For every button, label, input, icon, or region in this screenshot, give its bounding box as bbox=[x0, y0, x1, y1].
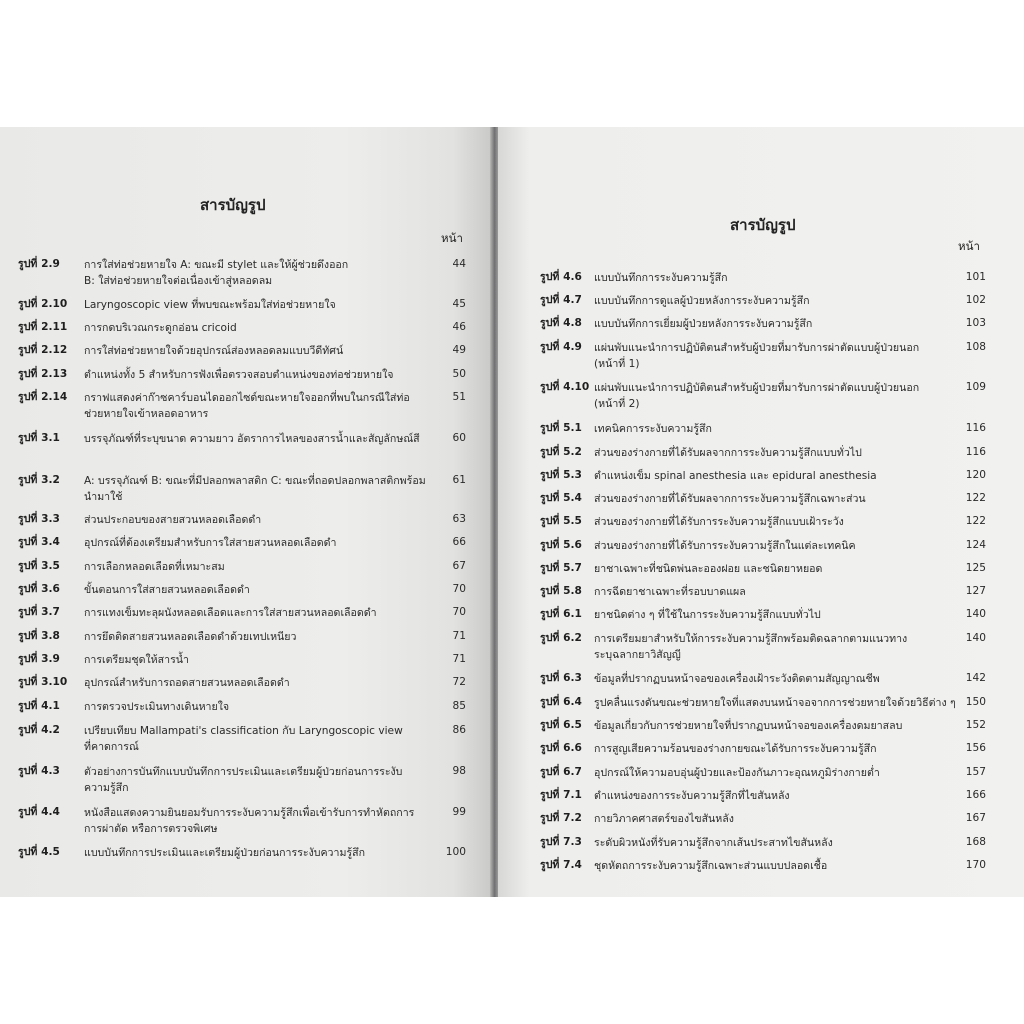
figure-page-number: 122 bbox=[965, 492, 986, 504]
figure-caption: หนังสือแสดงความยินยอมรับการระงับความรู้สึกเพื่อเข้ารับการทำหัตถการ การผ่าตัด หรือการตรวจพิเศษ bbox=[84, 807, 415, 835]
figure-page-number: 168 bbox=[965, 836, 986, 848]
figure-page-number: 71 bbox=[452, 653, 466, 665]
figure-label: รูปที่ 2.14 bbox=[18, 391, 68, 403]
figure-label: รูปที่ 6.5 bbox=[540, 719, 582, 731]
figure-caption: การฉีดยาชาเฉพาะที่รอบบาดแผล bbox=[594, 586, 746, 598]
figure-label: รูปที่ 4.1 bbox=[18, 700, 60, 712]
figure-label: รูปที่ 2.12 bbox=[18, 344, 68, 356]
figure-page-number: 116 bbox=[965, 422, 986, 434]
right-page-number-header: หน้า bbox=[958, 239, 980, 253]
figure-caption: อุปกรณ์สำหรับการถอดสายสวนหลอดเลือดดำ bbox=[84, 677, 290, 689]
figure-label: รูปที่ 4.4 bbox=[18, 806, 60, 818]
figure-caption: การยึดติดสายสวนหลอดเลือดดำด้วยเทปเหนียว bbox=[84, 631, 297, 643]
figure-label: รูปที่ 6.6 bbox=[540, 742, 582, 754]
figure-label: รูปที่ 4.6 bbox=[540, 271, 582, 283]
figure-caption: แผ่นพับแนะนำการปฏิบัติตนสำหรับผู้ป่วยที่มารับการผ่าตัดแบบผู้ป่วยนอก (หน้าที่ 1) bbox=[594, 342, 920, 370]
figure-label: รูปที่ 3.7 bbox=[18, 606, 60, 618]
figure-label: รูปที่ 5.7 bbox=[540, 562, 582, 574]
figure-label: รูปที่ 2.9 bbox=[18, 258, 60, 270]
figure-caption: การเตรียมชุดให้สารน้ำ bbox=[84, 654, 189, 666]
figure-label: รูปที่ 3.6 bbox=[18, 583, 60, 595]
figure-caption: ข้อมูลเกี่ยวกับการช่วยหายใจที่ปรากฏบนหน้าจอของเครื่องดมยาสลบ bbox=[594, 720, 903, 732]
figure-page-number: 60 bbox=[452, 432, 466, 444]
figure-page-number: 108 bbox=[965, 341, 986, 353]
figure-page-number: 140 bbox=[965, 632, 986, 644]
figure-label: รูปที่ 4.8 bbox=[540, 317, 582, 329]
figure-caption: การใส่ท่อช่วยหายใจด้วยอุปกรณ์ส่องหลอดลมแบบวีดีทัศน์ bbox=[84, 345, 344, 357]
figure-label: รูปที่ 3.9 bbox=[18, 653, 60, 665]
figure-page-number: 122 bbox=[965, 515, 986, 527]
figure-caption: แบบบันทึกการระงับความรู้สึก bbox=[594, 272, 728, 284]
figure-caption: ส่วนของร่างกายที่ได้รับการระงับความรู้สึกในแต่ละเทคนิค bbox=[594, 540, 856, 552]
figure-label: รูปที่ 5.6 bbox=[540, 539, 582, 551]
figure-caption: กราฟแสดงค่าก๊าซคาร์บอนไดออกไซด์ขณะหายใจออกที่พบในกรณีใส่ท่อ ช่วยหายใจเข้าหลอดอาหาร bbox=[84, 392, 410, 420]
figure-caption: การเตรียมยาสำหรับให้การระงับความรู้สึกพร้อมติดฉลากตามแนวทาง ระบุฉลากยาวิสัญญี bbox=[594, 633, 908, 661]
figure-label: รูปที่ 5.1 bbox=[540, 422, 582, 434]
figure-label: รูปที่ 6.2 bbox=[540, 632, 582, 644]
book-spread bbox=[0, 127, 1024, 897]
right-page bbox=[498, 127, 1024, 897]
figure-label: รูปที่ 6.1 bbox=[540, 608, 582, 620]
figure-page-number: 66 bbox=[452, 536, 466, 548]
figure-page-number: 45 bbox=[452, 298, 466, 310]
left-page-title: สารบัญรูป bbox=[200, 196, 266, 214]
figure-caption: ยาชาเฉพาะที่ชนิดพ่นละอองฝอย และชนิดยาหยอด bbox=[594, 563, 823, 575]
figure-page-number: 44 bbox=[452, 258, 466, 270]
figure-label: รูปที่ 6.3 bbox=[540, 672, 582, 684]
figure-caption: ตำแหน่งทั้ง 5 สำหรับการฟังเพื่อตรวจสอบตำแหน่งของท่อช่วยหายใจ bbox=[84, 369, 394, 381]
left-figure-list bbox=[0, 127, 492, 897]
figure-label: รูปที่ 4.3 bbox=[18, 765, 60, 777]
figure-label: รูปที่ 5.3 bbox=[540, 469, 582, 481]
figure-page-number: 72 bbox=[452, 676, 466, 688]
figure-label: รูปที่ 5.2 bbox=[540, 446, 582, 458]
figure-page-number: 124 bbox=[965, 539, 986, 551]
figure-label: รูปที่ 4.2 bbox=[18, 724, 60, 736]
figure-page-number: 170 bbox=[965, 859, 986, 871]
figure-label: รูปที่ 3.2 bbox=[18, 474, 60, 486]
figure-caption: ส่วนของร่างกายที่ได้รับการระงับความรู้สึกแบบเฝ้าระวัง bbox=[594, 516, 844, 528]
figure-page-number: 50 bbox=[452, 368, 466, 380]
figure-caption: รูปคลื่นแรงดันขณะช่วยหายใจที่แสดงบนหน้าจอจากการช่วยหายใจด้วยวิธีต่าง ๆ bbox=[594, 697, 956, 709]
figure-label: รูปที่ 3.5 bbox=[18, 560, 60, 572]
figure-caption: ชุดหัตถการระงับความรู้สึกเฉพาะส่วนแบบปลอดเชื้อ bbox=[594, 860, 828, 872]
figure-page-number: 101 bbox=[965, 271, 986, 283]
figure-label: รูปที่ 2.11 bbox=[18, 321, 68, 333]
figure-caption: แบบบันทึกการดูแลผู้ป่วยหลังการระงับความรู้สึก bbox=[594, 295, 810, 307]
figure-label: รูปที่ 7.3 bbox=[540, 836, 582, 848]
figure-label: รูปที่ 3.1 bbox=[18, 432, 60, 444]
figure-label: รูปที่ 5.8 bbox=[540, 585, 582, 597]
figure-label: รูปที่ 7.4 bbox=[540, 859, 582, 871]
figure-page-number: 152 bbox=[965, 719, 986, 731]
figure-caption: อุปกรณ์ให้ความอบอุ่นผู้ป่วยและป้องกันภาวะอุณหภูมิร่างกายต่ำ bbox=[594, 767, 880, 779]
figure-page-number: 142 bbox=[965, 672, 986, 684]
figure-caption: A: บรรจุภัณฑ์ B: ขณะที่มีปลอกพลาสติก C: ขณะที่ถอดปลอกพลาสติกพร้อม นำมาใช้ bbox=[84, 475, 426, 503]
figure-caption: ส่วนประกอบของสายสวนหลอดเลือดดำ bbox=[84, 514, 262, 526]
left-page bbox=[0, 127, 492, 897]
figure-label: รูปที่ 5.4 bbox=[540, 492, 582, 504]
figure-page-number: 99 bbox=[452, 806, 466, 818]
left-page-number-header: หน้า bbox=[441, 231, 463, 245]
figure-caption: การตรวจประเมินทางเดินหายใจ bbox=[84, 701, 230, 713]
figure-page-number: 61 bbox=[452, 474, 466, 486]
figure-caption: การแทงเข็มทะลุผนังหลอดเลือดและการใส่สายสวนหลอดเลือดดำ bbox=[84, 607, 377, 619]
figure-caption: ยาชนิดต่าง ๆ ที่ใช้ในการระงับความรู้สึกแบบทั่วไป bbox=[594, 609, 821, 621]
figure-caption: ส่วนของร่างกายที่ได้รับผลจากการระงับความรู้สึกแบบทั่วไป bbox=[594, 447, 862, 459]
figure-label: รูปที่ 3.10 bbox=[18, 676, 68, 688]
figure-label: รูปที่ 2.13 bbox=[18, 368, 68, 380]
figure-caption: การใส่ท่อช่วยหายใจ A: ขณะมี stylet และให้ผู้ช่วยดึงออก B: ใส่ท่อช่วยหายใจต่อเนื่องเข้าสู่หลอดลม bbox=[84, 259, 349, 287]
figure-page-number: 150 bbox=[965, 696, 986, 708]
figure-label: รูปที่ 6.4 bbox=[540, 696, 582, 708]
figure-caption: แบบบันทึกการประเมินและเตรียมผู้ป่วยก่อนการระงับความรู้สึก bbox=[84, 847, 366, 859]
figure-page-number: 140 bbox=[965, 608, 986, 620]
figure-label: รูปที่ 7.1 bbox=[540, 789, 582, 801]
figure-label: รูปที่ 7.2 bbox=[540, 812, 582, 824]
figure-page-number: 166 bbox=[965, 789, 986, 801]
figure-label: รูปที่ 4.10 bbox=[540, 381, 590, 393]
figure-caption: การเลือกหลอดเลือดที่เหมาะสม bbox=[84, 561, 225, 573]
figure-label: รูปที่ 6.7 bbox=[540, 766, 582, 778]
figure-page-number: 127 bbox=[965, 585, 986, 597]
figure-page-number: 103 bbox=[965, 317, 986, 329]
figure-page-number: 116 bbox=[965, 446, 986, 458]
figure-label: รูปที่ 4.7 bbox=[540, 294, 582, 306]
figure-page-number: 85 bbox=[452, 700, 466, 712]
figure-page-number: 156 bbox=[965, 742, 986, 754]
figure-page-number: 63 bbox=[452, 513, 466, 525]
figure-caption: ตัวอย่างการบันทึกแบบบันทึกการประเมินและเตรียมผู้ป่วยก่อนการระงับ ความรู้สึก bbox=[84, 766, 403, 794]
figure-caption: ส่วนของร่างกายที่ได้รับผลจากการระงับความรู้สึกเฉพาะส่วน bbox=[594, 493, 866, 505]
figure-caption: แบบบันทึกการเยี่ยมผู้ป่วยหลังการระงับความรู้สึก bbox=[594, 318, 813, 330]
figure-page-number: 100 bbox=[445, 846, 466, 858]
figure-caption: แผ่นพับแนะนำการปฏิบัติตนสำหรับผู้ป่วยที่มารับการผ่าตัดแบบผู้ป่วยนอก (หน้าที่ 2) bbox=[594, 382, 920, 410]
figure-page-number: 46 bbox=[452, 321, 466, 333]
figure-label: รูปที่ 4.9 bbox=[540, 341, 582, 353]
figure-caption: Laryngoscopic view ที่พบขณะพร้อมใส่ท่อช่วยหายใจ bbox=[84, 299, 336, 311]
figure-page-number: 86 bbox=[452, 724, 466, 736]
figure-label: รูปที่ 3.4 bbox=[18, 536, 60, 548]
right-page-title: สารบัญรูป bbox=[730, 216, 796, 234]
figure-label: รูปที่ 3.3 bbox=[18, 513, 60, 525]
figure-label: รูปที่ 5.5 bbox=[540, 515, 582, 527]
figure-caption: การสูญเสียความร้อนของร่างกายขณะได้รับการระงับความรู้สึก bbox=[594, 743, 877, 755]
figure-page-number: 102 bbox=[965, 294, 986, 306]
figure-page-number: 98 bbox=[452, 765, 466, 777]
figure-caption: ระดับผิวหนังที่รับความรู้สึกจากเส้นประสาทไขสันหลัง bbox=[594, 837, 833, 849]
figure-caption: ตำแหน่งเข็ม spinal anesthesia และ epidural anesthesia bbox=[594, 470, 877, 482]
figure-page-number: 67 bbox=[452, 560, 466, 572]
figure-caption: เทคนิคการระงับความรู้สึก bbox=[594, 423, 712, 435]
figure-label: รูปที่ 4.5 bbox=[18, 846, 60, 858]
figure-page-number: 120 bbox=[965, 469, 986, 481]
figure-caption: ข้อมูลที่ปรากฏบนหน้าจอของเครื่องเฝ้าระวังติดตามสัญญาณชีพ bbox=[594, 673, 880, 685]
figure-page-number: 71 bbox=[452, 630, 466, 642]
figure-caption: การกดบริเวณกระดูกอ่อน cricoid bbox=[84, 322, 237, 334]
figure-label: รูปที่ 2.10 bbox=[18, 298, 68, 310]
figure-page-number: 70 bbox=[452, 583, 466, 595]
right-figure-list bbox=[498, 127, 1024, 897]
figure-caption: เปรียบเทียบ Mallampati's classification กับ Laryngoscopic view ที่คาดการณ์ bbox=[84, 725, 403, 753]
figure-caption: กายวิภาคศาสตร์ของไขสันหลัง bbox=[594, 813, 734, 825]
figure-page-number: 157 bbox=[965, 766, 986, 778]
figure-caption: ตำแหน่งของการระงับความรู้สึกที่ไขสันหลัง bbox=[594, 790, 790, 802]
figure-caption: อุปกรณ์ที่ต้องเตรียมสำหรับการใส่สายสวนหลอดเลือดดำ bbox=[84, 537, 337, 549]
figure-caption: ขั้นตอนการใส่สายสวนหลอดเลือดดำ bbox=[84, 584, 250, 596]
figure-page-number: 109 bbox=[965, 381, 986, 393]
figure-page-number: 167 bbox=[965, 812, 986, 824]
figure-label: รูปที่ 3.8 bbox=[18, 630, 60, 642]
figure-page-number: 70 bbox=[452, 606, 466, 618]
figure-page-number: 51 bbox=[452, 391, 466, 403]
figure-page-number: 49 bbox=[452, 344, 466, 356]
figure-caption: บรรจุภัณฑ์ที่ระบุขนาด ความยาว อัตราการไหลของสารน้ำและสัญลักษณ์สี bbox=[84, 433, 420, 445]
figure-page-number: 125 bbox=[965, 562, 986, 574]
